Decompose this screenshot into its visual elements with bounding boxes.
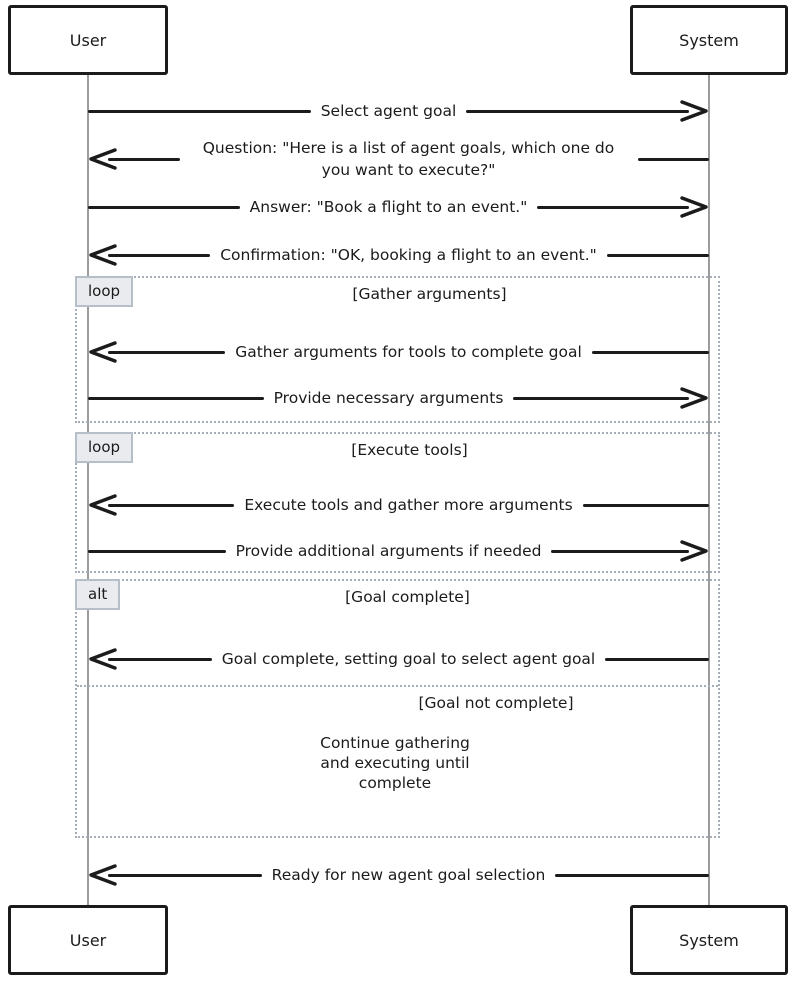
arrowhead-right-icon xyxy=(679,386,709,410)
frame-title: [Goal complete] xyxy=(345,588,470,606)
message-label: Question: "Here is a list of agent goals, which one do you want to execute?" xyxy=(202,139,615,179)
message-provide-additional-arguments xyxy=(88,539,709,563)
message-line xyxy=(551,550,689,553)
message-line xyxy=(592,351,709,354)
message-line xyxy=(108,254,210,257)
actor-box-user-top xyxy=(8,5,168,75)
message-answer-book-flight xyxy=(88,195,709,219)
message-line xyxy=(88,397,264,400)
arrowhead-right-icon xyxy=(679,195,709,219)
message-line xyxy=(537,206,689,209)
message-ready-for-new-goal xyxy=(88,863,709,887)
message-label: Ready for new agent goal selection xyxy=(271,866,546,884)
note-line: and executing until xyxy=(320,754,470,772)
message-line xyxy=(605,658,709,661)
actor-label-user: User xyxy=(69,930,107,950)
note-text xyxy=(320,733,470,793)
message-execute-tools xyxy=(88,493,709,517)
message-provide-necessary-arguments xyxy=(88,386,709,410)
message-label: Confirmation: "OK, booking a flight to an event." xyxy=(220,246,597,264)
actor-label-user: User xyxy=(69,30,107,50)
actor-box-system-bottom xyxy=(630,905,788,975)
alt-else-title: [Goal not complete] xyxy=(418,694,574,712)
message-label: Execute tools and gather more arguments xyxy=(244,496,573,514)
message-goal-complete xyxy=(88,647,709,671)
frame-label-loop: loop xyxy=(75,276,133,307)
actor-box-user-bottom xyxy=(8,905,168,975)
frame-title: [Execute tools] xyxy=(351,441,468,459)
message-line xyxy=(108,158,180,161)
message-line xyxy=(607,254,709,257)
frame-title: [Gather arguments] xyxy=(352,285,507,303)
message-line xyxy=(108,658,212,661)
message-line xyxy=(555,874,709,877)
message-label: Select agent goal xyxy=(320,102,457,120)
alt-section-divider xyxy=(77,685,718,687)
message-label: Provide additional arguments if needed xyxy=(235,542,542,560)
message-line xyxy=(108,874,262,877)
message-line xyxy=(108,351,225,354)
message-line xyxy=(88,550,226,553)
frame-alt-goal-complete xyxy=(75,579,720,838)
message-line xyxy=(583,504,709,507)
message-line xyxy=(108,504,234,507)
message-select-agent-goal xyxy=(88,99,709,123)
message-gather-arguments xyxy=(88,340,709,364)
arrowhead-right-icon xyxy=(679,99,709,123)
frame-label-loop: loop xyxy=(75,432,133,463)
message-line xyxy=(513,397,689,400)
message-label: Answer: "Book a flight to an event." xyxy=(249,198,528,216)
message-line xyxy=(466,110,689,113)
frame-label-alt: alt xyxy=(75,579,120,610)
message-question-agent-goals xyxy=(88,137,709,181)
message-label: Goal complete, setting goal to select agent goal xyxy=(221,650,596,668)
actor-label-system: System xyxy=(679,30,739,50)
message-line xyxy=(88,206,240,209)
arrowhead-right-icon xyxy=(679,539,709,563)
message-line xyxy=(88,110,311,113)
message-label: Provide necessary arguments xyxy=(273,389,504,407)
message-line xyxy=(638,158,710,161)
actor-box-system-top xyxy=(630,5,788,75)
actor-label-system: System xyxy=(679,930,739,950)
message-confirmation-booking xyxy=(88,243,709,267)
note-line: complete xyxy=(358,774,432,792)
note-line: Continue gathering xyxy=(320,734,470,752)
message-label: Gather arguments for tools to complete goal xyxy=(235,343,582,361)
